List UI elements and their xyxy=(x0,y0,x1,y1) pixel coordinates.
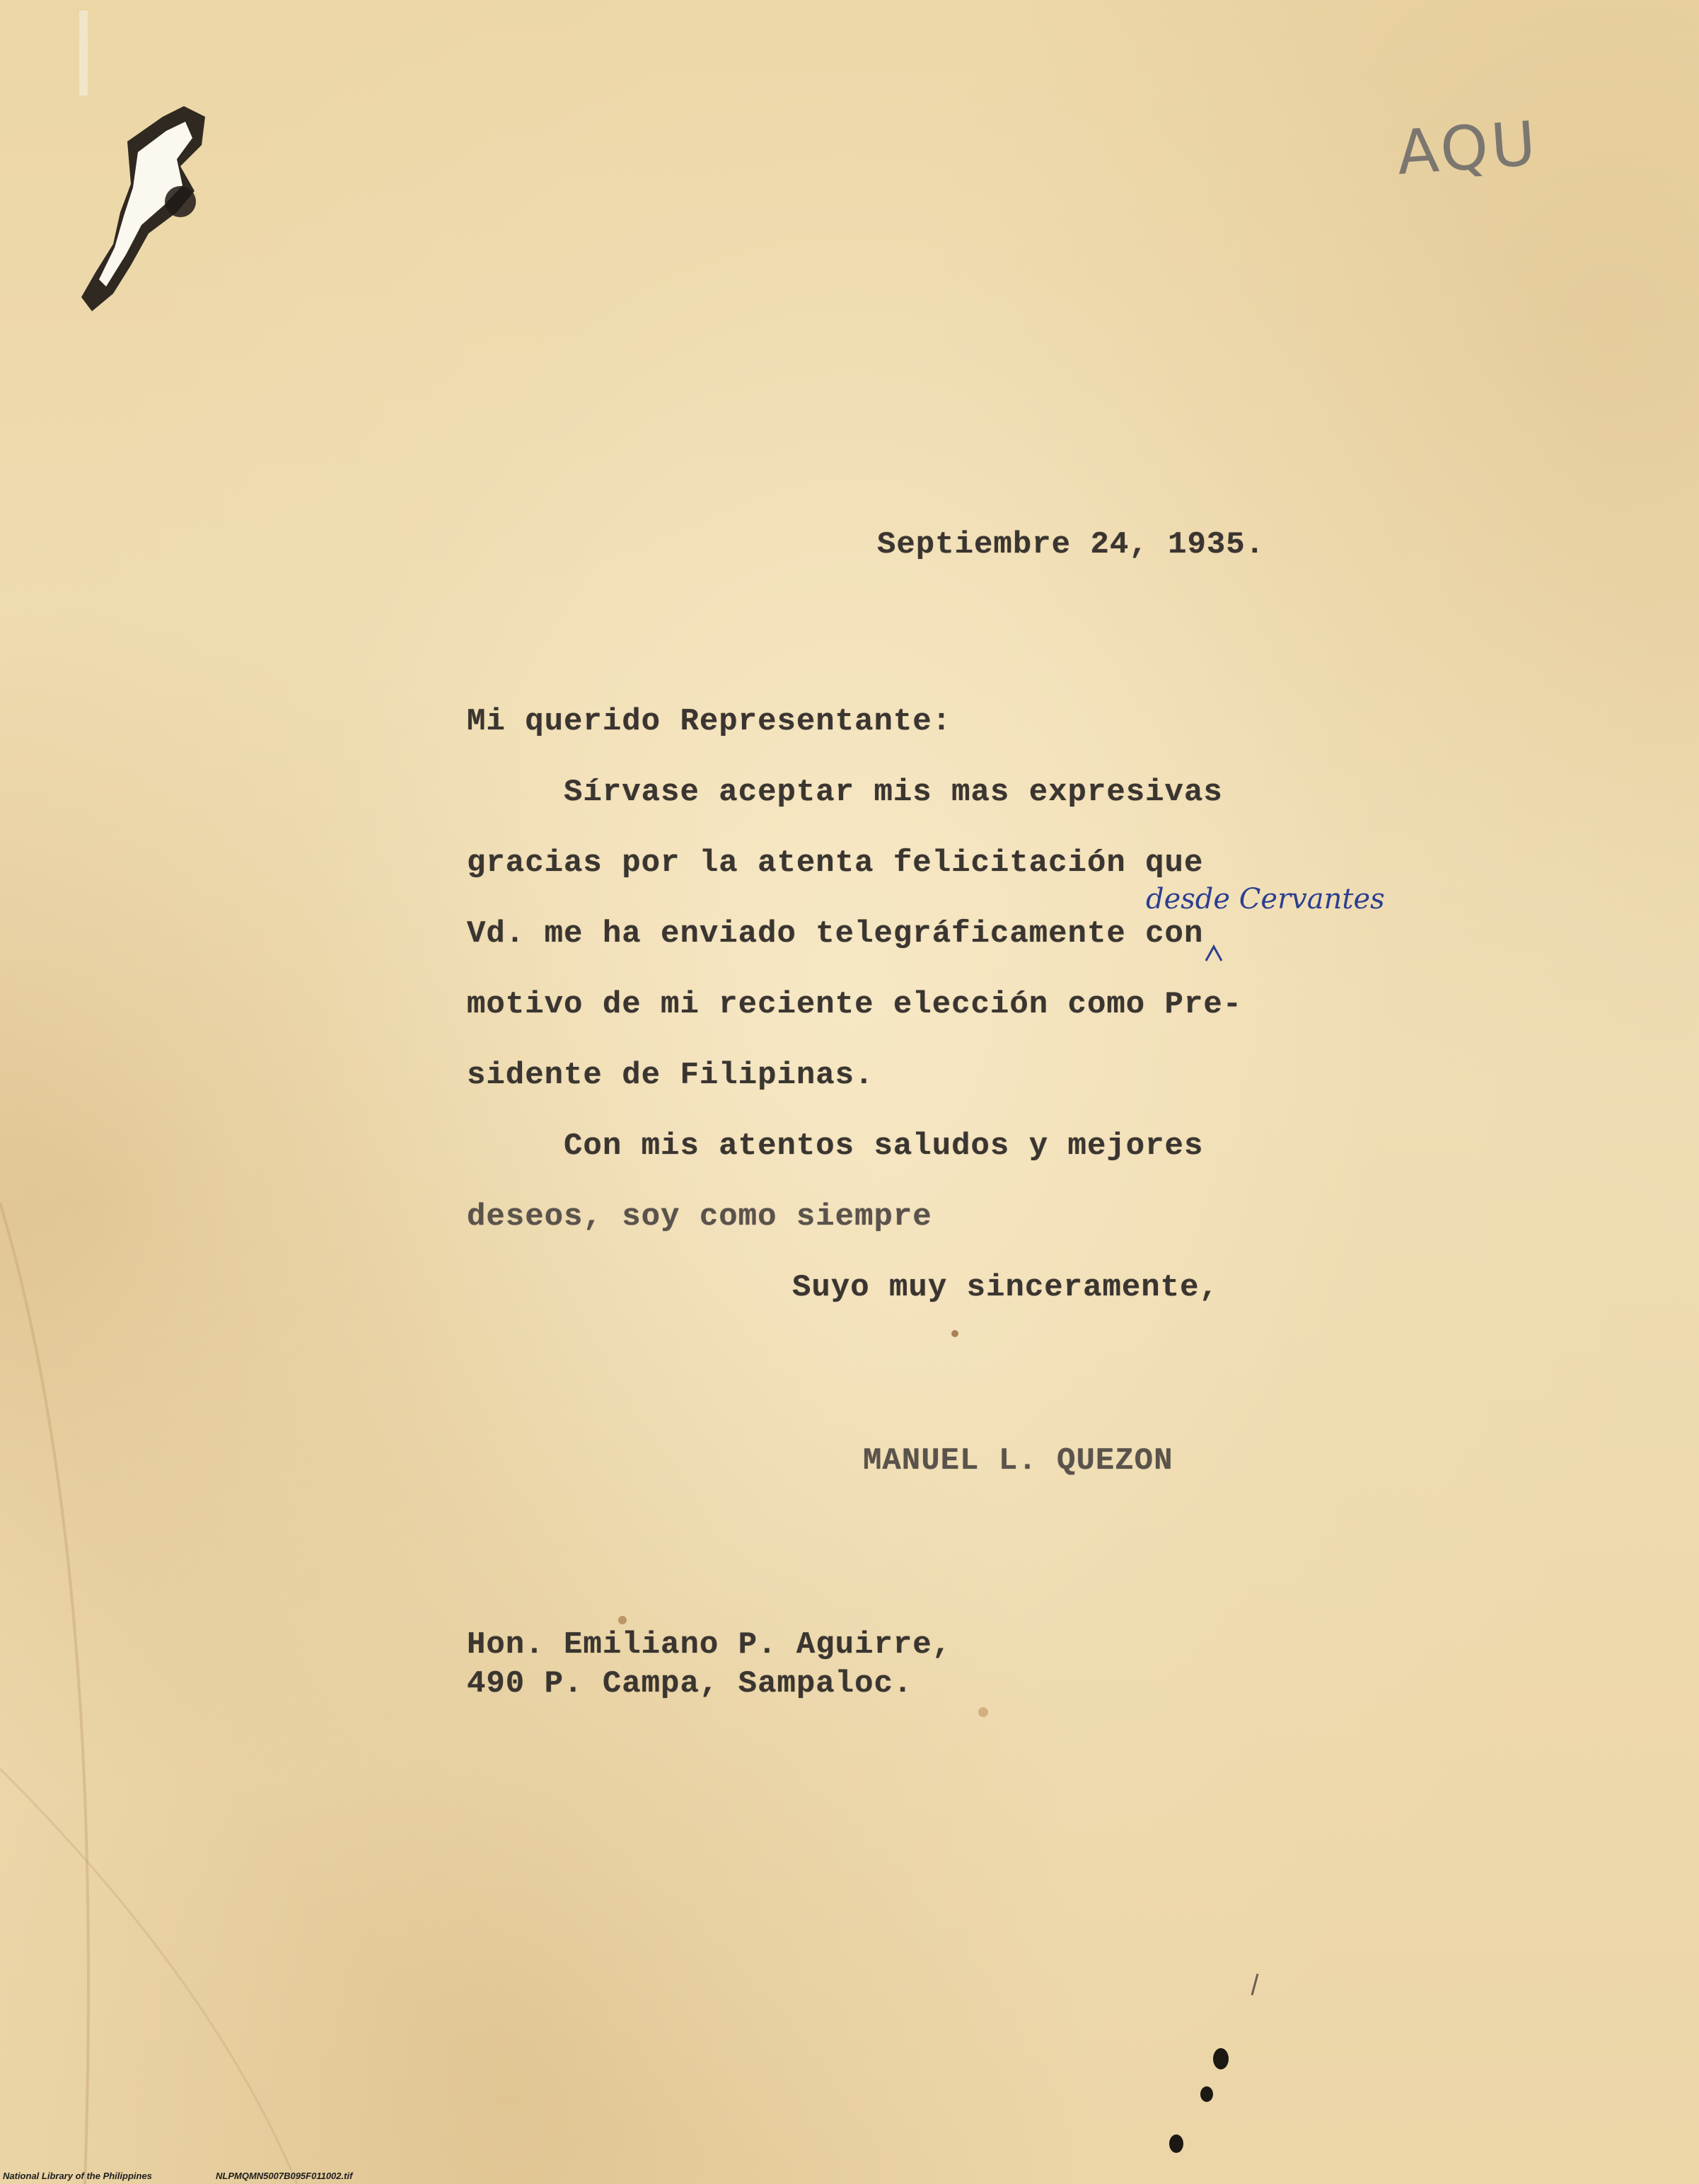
body-line: Vd. me ha enviado telegráficamente con xyxy=(467,916,1204,952)
body-line: Sírvase aceptar mis mas expresivas xyxy=(467,775,1223,810)
signature-name: MANUEL L. QUEZON xyxy=(863,1443,1173,1479)
body-line: deseos, soy como siempre xyxy=(467,1199,932,1235)
body-line: Con mis atentos saludos y mejores xyxy=(467,1128,1204,1164)
salutation: Mi querido Representante: xyxy=(467,704,952,739)
footer-institution: National Library of the Philippines xyxy=(3,2171,152,2181)
burn-hole xyxy=(81,106,205,311)
footer-file-id: NLPMQMN5007B095F011002.tif xyxy=(216,2171,353,2181)
fold-crease xyxy=(0,1769,297,2184)
insertion-caret-mark xyxy=(1206,947,1222,961)
closing: Suyo muy sinceramente, xyxy=(792,1270,1219,1305)
addressee-address: 490 P. Campa, Sampaloc. xyxy=(467,1666,913,1701)
fold-crease xyxy=(0,1203,88,2184)
letter-date: Septiembre 24, 1935. xyxy=(877,527,1265,562)
pencil-file-mark: AQU xyxy=(1394,108,1541,189)
body-line: sidente de Filipinas. xyxy=(467,1058,874,1093)
body-line: gracias por la atenta felicitación que xyxy=(467,845,1204,881)
body-line: motivo de mi reciente elección como Pre- xyxy=(467,987,1243,1022)
edge-wear xyxy=(79,11,88,96)
handwritten-insertion: desde Cervantes xyxy=(1146,883,1385,915)
addressee-name: Hon. Emiliano P. Aguirre, xyxy=(467,1627,952,1663)
